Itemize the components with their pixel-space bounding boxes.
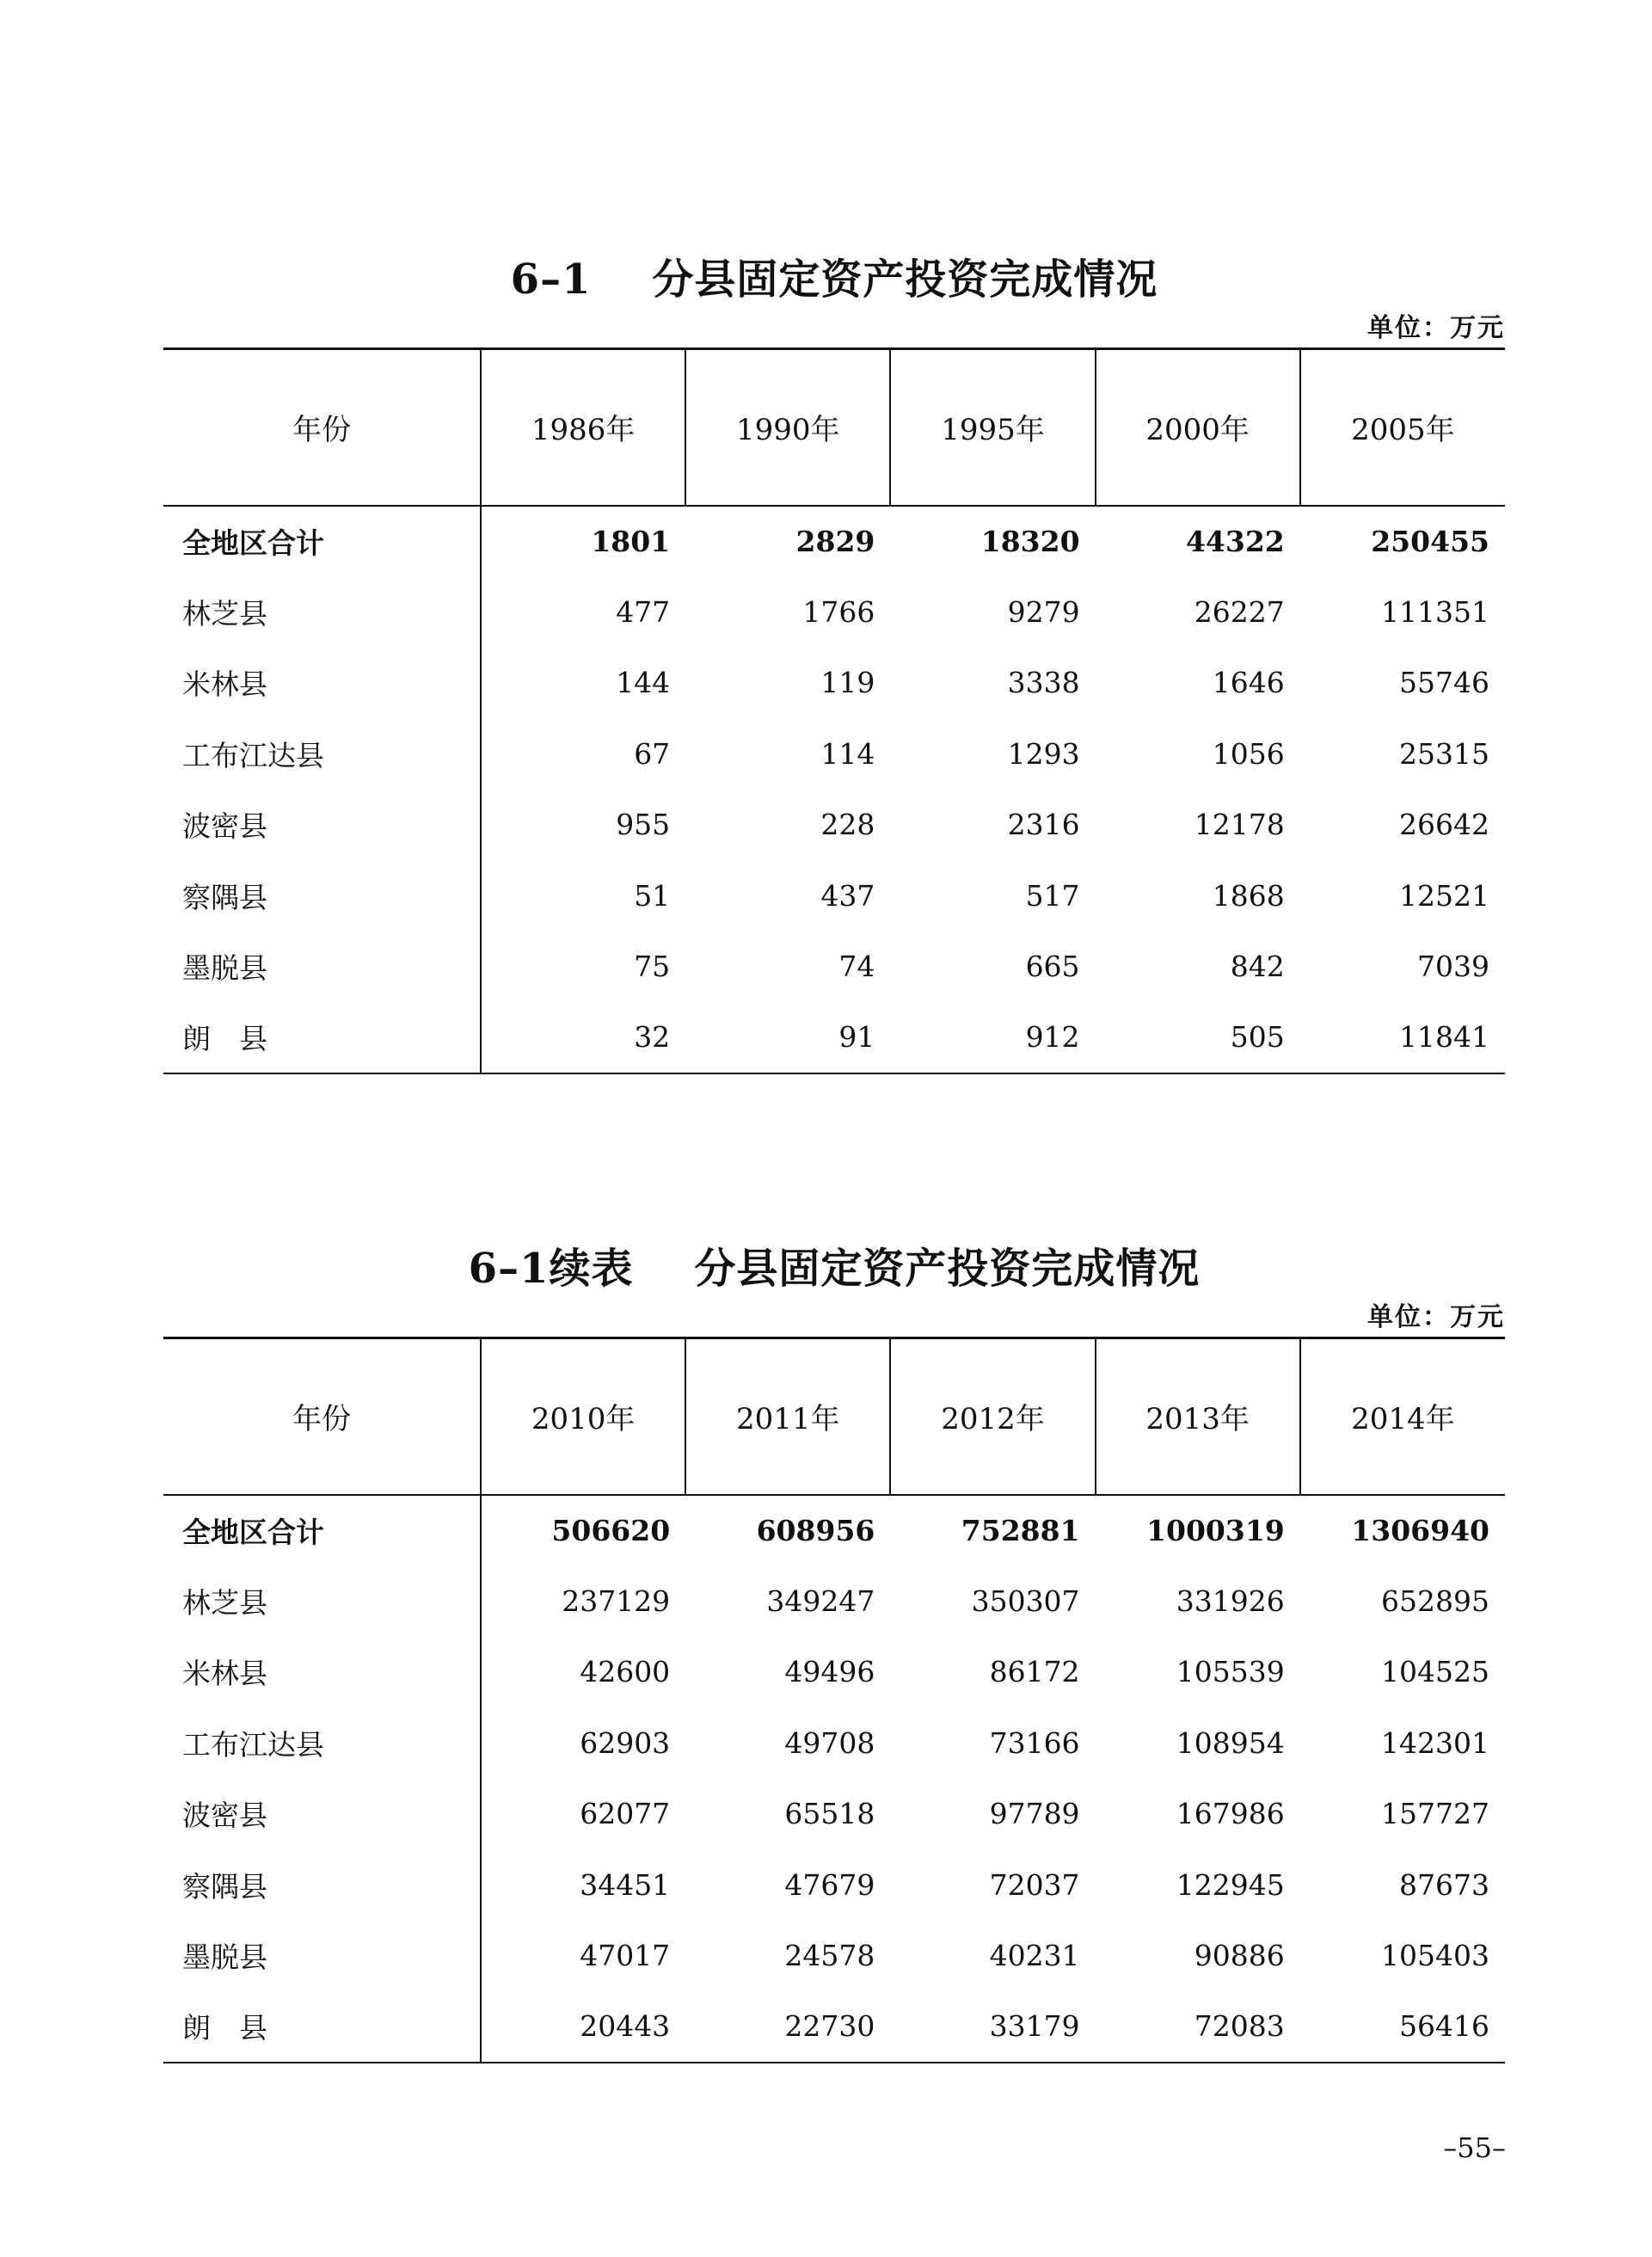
value-cell: 22730 — [685, 1991, 890, 2063]
value-cell: 105403 — [1381, 1939, 1489, 1973]
table-row — [163, 718, 1505, 790]
row-label: 察隅县 — [163, 1849, 481, 1921]
value-cell: 12178 — [1194, 808, 1285, 842]
value-cell: 1000319 — [1146, 1513, 1285, 1547]
table-body — [163, 506, 1505, 1073]
value-cell: 47679 — [784, 1867, 875, 1902]
value-cell: 74 — [838, 950, 875, 984]
row-label: 察隅县 — [163, 860, 481, 932]
value-cell: 90886 — [1194, 1939, 1285, 1973]
row-label: 米林县 — [163, 1637, 481, 1708]
value-cell: 62077 — [580, 1797, 671, 1831]
header-cell-year: 2012年 — [890, 1338, 1095, 1495]
value-cell: 104525 — [1381, 1655, 1489, 1689]
value-cell: 40231 — [989, 1939, 1080, 1973]
value-cell: 20443 — [481, 1991, 685, 2063]
value-cell: 119 — [820, 666, 875, 700]
value-cell: 97789 — [989, 1797, 1080, 1831]
value-cell: 26642 — [1399, 808, 1489, 842]
value-cell: 752881 — [961, 1513, 1080, 1547]
value-cell: 1801 — [591, 524, 671, 558]
value-cell: 67 — [634, 736, 671, 771]
row-label: 工布江达县 — [163, 718, 481, 790]
value-cell: 73166 — [989, 1725, 1080, 1760]
value-cell: 167986 — [1176, 1797, 1285, 1831]
table-row — [163, 1921, 1505, 1992]
value-cell: 26227 — [1194, 594, 1285, 629]
value-cell: 157727 — [1381, 1797, 1489, 1831]
value-cell: 44322 — [1185, 524, 1285, 558]
table-section-2 — [163, 1239, 1505, 2063]
value-cell: 49496 — [784, 1655, 875, 1689]
value-cell: 142301 — [1381, 1725, 1489, 1760]
data-table — [163, 347, 1505, 1074]
value-cell: 11841 — [1300, 1002, 1505, 1073]
row-label: 全地区合计 — [163, 1495, 481, 1566]
value-cell: 108954 — [1176, 1725, 1285, 1760]
value-cell: 24578 — [784, 1939, 875, 1973]
value-cell: 51 — [634, 878, 671, 913]
page-number: –55– — [1443, 2131, 1506, 2164]
value-cell: 87673 — [1399, 1867, 1489, 1902]
value-cell: 72037 — [989, 1867, 1080, 1902]
row-label: 墨脱县 — [163, 1921, 481, 1992]
value-cell: 12521 — [1399, 878, 1489, 913]
value-cell: 62903 — [580, 1725, 671, 1760]
value-cell: 47017 — [580, 1939, 671, 1973]
total-row — [163, 506, 1505, 577]
header-cell-year: 2011年 — [685, 1338, 890, 1495]
table-row — [163, 648, 1505, 719]
value-cell: 912 — [890, 1002, 1095, 1073]
table-row — [163, 1002, 1505, 1073]
value-cell: 56416 — [1300, 1991, 1505, 2063]
value-cell: 506620 — [551, 1513, 671, 1547]
value-cell: 55746 — [1399, 666, 1489, 700]
row-label: 朗 县 — [163, 1991, 481, 2063]
table-body — [163, 1495, 1505, 2063]
header-cell-year: 2014年 — [1300, 1338, 1505, 1495]
value-cell: 65518 — [784, 1797, 875, 1831]
table-row — [163, 1779, 1505, 1850]
table-row — [163, 1849, 1505, 1921]
table-row — [163, 932, 1505, 1003]
value-cell: 608956 — [756, 1513, 875, 1547]
table-row — [163, 576, 1505, 648]
row-label: 林芝县 — [163, 576, 481, 648]
value-cell: 2316 — [1007, 808, 1080, 842]
value-cell: 652895 — [1381, 1584, 1489, 1618]
value-cell: 955 — [616, 808, 671, 842]
value-cell: 665 — [1025, 950, 1080, 984]
header-cell-year: 2010年 — [481, 1338, 685, 1495]
value-cell: 32 — [481, 1002, 685, 1073]
header-cell-year: 2000年 — [1096, 349, 1300, 506]
table-section-1 — [163, 249, 1505, 1074]
value-cell: 3338 — [1007, 666, 1080, 700]
value-cell: 72083 — [1096, 1991, 1300, 2063]
value-cell: 1306940 — [1351, 1513, 1489, 1547]
value-cell: 477 — [616, 594, 671, 629]
header-cell-year: 2005年 — [1300, 349, 1505, 506]
header-cell-label: 年份 — [163, 1338, 481, 1495]
header-cell-year: 2013年 — [1096, 1338, 1300, 1495]
unit-label: 单位：万元 — [1367, 313, 1505, 343]
value-cell: 842 — [1230, 950, 1285, 984]
row-label: 全地区合计 — [163, 506, 481, 577]
value-cell: 237129 — [562, 1584, 671, 1618]
value-cell: 349247 — [766, 1584, 875, 1618]
value-cell: 350307 — [971, 1584, 1080, 1618]
value-cell: 111351 — [1381, 594, 1489, 629]
value-cell: 144 — [616, 666, 671, 700]
value-cell: 1293 — [1007, 736, 1080, 771]
table-row — [163, 1991, 1505, 2063]
value-cell: 18320 — [980, 524, 1080, 558]
header-cell-year: 1995年 — [890, 349, 1095, 506]
header-cell-year: 1990年 — [685, 349, 890, 506]
row-label: 墨脱县 — [163, 932, 481, 1003]
value-cell: 228 — [820, 808, 875, 842]
value-cell: 105539 — [1176, 1655, 1285, 1689]
header-cell-label: 年份 — [163, 349, 481, 506]
header-cell-year: 1986年 — [481, 349, 685, 506]
table-title: 6–1 分县固定资产投资完成情况 — [510, 255, 1158, 304]
table-row — [163, 860, 1505, 932]
value-cell: 437 — [820, 878, 875, 913]
value-cell: 34451 — [580, 1867, 671, 1902]
value-cell: 505 — [1096, 1002, 1300, 1073]
value-cell: 1766 — [802, 594, 875, 629]
data-table — [163, 1337, 1505, 2063]
table-row — [163, 1637, 1505, 1708]
value-cell: 86172 — [989, 1655, 1080, 1689]
value-cell: 75 — [634, 950, 671, 984]
row-label: 工布江达县 — [163, 1707, 481, 1779]
row-label: 波密县 — [163, 790, 481, 861]
row-label: 朗 县 — [163, 1002, 481, 1073]
header-row — [163, 349, 1505, 506]
row-label: 米林县 — [163, 648, 481, 719]
table-row — [163, 1707, 1505, 1779]
value-cell: 331926 — [1176, 1584, 1285, 1618]
value-cell: 1056 — [1212, 736, 1285, 771]
value-cell: 49708 — [784, 1725, 875, 1760]
value-cell: 7039 — [1417, 950, 1489, 984]
value-cell: 250455 — [1371, 524, 1489, 558]
row-label: 波密县 — [163, 1779, 481, 1850]
row-label: 林芝县 — [163, 1565, 481, 1637]
value-cell: 517 — [1025, 878, 1080, 913]
value-cell: 91 — [685, 1002, 890, 1073]
value-cell: 42600 — [580, 1655, 671, 1689]
table-row — [163, 1565, 1505, 1637]
table-row — [163, 790, 1505, 861]
header-row — [163, 1338, 1505, 1495]
value-cell: 33179 — [890, 1991, 1095, 2063]
total-row — [163, 1495, 1505, 1566]
value-cell: 9279 — [1007, 594, 1080, 629]
value-cell: 25315 — [1399, 736, 1489, 771]
value-cell: 1868 — [1212, 878, 1285, 913]
value-cell: 114 — [820, 736, 875, 771]
unit-label: 单位：万元 — [1367, 1302, 1505, 1332]
value-cell: 122945 — [1176, 1867, 1285, 1902]
value-cell: 1646 — [1212, 666, 1285, 700]
value-cell: 2829 — [795, 524, 875, 558]
table-title: 6–1续表 分县固定资产投资完成情况 — [468, 1245, 1201, 1293]
